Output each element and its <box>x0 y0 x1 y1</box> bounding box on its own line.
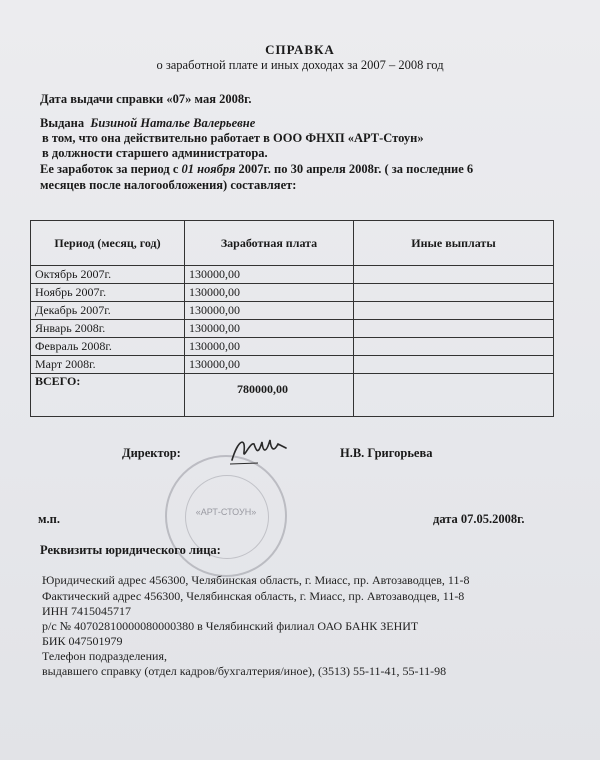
period-text-b: 2007г. по 30 апреля 2008г. ( за последние 6 <box>238 162 474 176</box>
issue-date: Дата выдачи справки «07» мая 2008г. <box>40 92 252 106</box>
director-name: Н.В. Григорьева <box>340 446 433 460</box>
document-subtitle: о заработной плате и иных доходах за 2007 – 2008 год <box>156 58 444 72</box>
row-period: Октябрь 2007г. <box>31 266 185 284</box>
company-stamp <box>165 455 287 577</box>
director-signature <box>228 430 288 470</box>
body-line-4: месяцев после налогообложения) составляет: <box>40 178 297 192</box>
row-salary: 130000,00 <box>185 320 354 338</box>
table-header-row <box>31 221 554 266</box>
bik: БИК 047501979 <box>42 634 123 648</box>
issued-to-label: Выдана <box>40 116 85 130</box>
mp-label: м.п. <box>38 512 60 526</box>
row-period: Январь 2008г. <box>31 320 185 338</box>
document-title: СПРАВКА <box>265 42 335 57</box>
table-row <box>31 356 554 374</box>
phone-label: Телефон подразделения, <box>42 649 167 663</box>
issued-to-name: Бизиной Наталье Валерьевне <box>90 116 256 130</box>
row-other <box>354 338 554 356</box>
row-period: Ноябрь 2007г. <box>31 284 185 302</box>
total-value: 780000,00 <box>185 374 354 417</box>
row-period: Февраль 2008г. <box>31 338 185 356</box>
sign-date: дата 07.05.2008г. <box>433 512 525 526</box>
row-salary: 130000,00 <box>185 284 354 302</box>
bank-account: р/с № 40702810000080000380 в Челябинский филиал ОАО БАНК ЗЕНИТ <box>42 619 419 633</box>
stamp-text: «АРТ-СТОУН» <box>195 507 257 517</box>
header-salary: Заработная плата <box>185 221 354 266</box>
header-other: Иные выплаты <box>354 221 554 266</box>
row-salary: 130000,00 <box>185 356 354 374</box>
row-other <box>354 356 554 374</box>
row-other <box>354 302 554 320</box>
table-row <box>31 320 554 338</box>
row-salary: 130000,00 <box>185 266 354 284</box>
table-row <box>31 266 554 284</box>
inn: ИНН 7415045717 <box>42 604 131 618</box>
row-salary: 130000,00 <box>185 302 354 320</box>
salary-table <box>30 220 554 417</box>
total-row <box>31 374 554 417</box>
table-row <box>31 338 554 356</box>
table-row <box>31 302 554 320</box>
body-line-2: в должности старшего администратора. <box>42 146 268 160</box>
total-other <box>354 374 554 417</box>
row-period: Март 2008г. <box>31 356 185 374</box>
row-other <box>354 266 554 284</box>
period-start-date: 01 ноября <box>181 162 236 176</box>
body-line-1: в том, что она действительно работает в ООО ФНХП «АРТ-Стоун» <box>42 131 424 145</box>
row-salary: 130000,00 <box>185 338 354 356</box>
requisites-heading: Реквизиты юридического лица: <box>40 543 221 557</box>
row-period: Декабрь 2007г. <box>31 302 185 320</box>
header-period: Период (месяц, год) <box>31 221 185 266</box>
total-label: ВСЕГО: <box>31 374 185 417</box>
row-other <box>354 284 554 302</box>
director-label: Директор: <box>122 446 181 460</box>
period-text-a: Ее заработок за период с <box>40 162 179 176</box>
legal-address: Юридический адрес 456300, Челябинская область, г. Миасс, пр. Автозаводцев, 11-8 <box>42 573 470 587</box>
phone-numbers: выдавшего справку (отдел кадров/бухгалтерия/иное), (3513) 55-11-41, 55-11-98 <box>42 664 447 678</box>
row-other <box>354 320 554 338</box>
body-line-3 <box>40 162 473 177</box>
actual-address: Фактический адрес 456300, Челябинская область, г. Миасс, пр. Автозаводцев, 11-8 <box>42 589 465 603</box>
issued-to-line <box>40 116 255 131</box>
table-row <box>31 284 554 302</box>
